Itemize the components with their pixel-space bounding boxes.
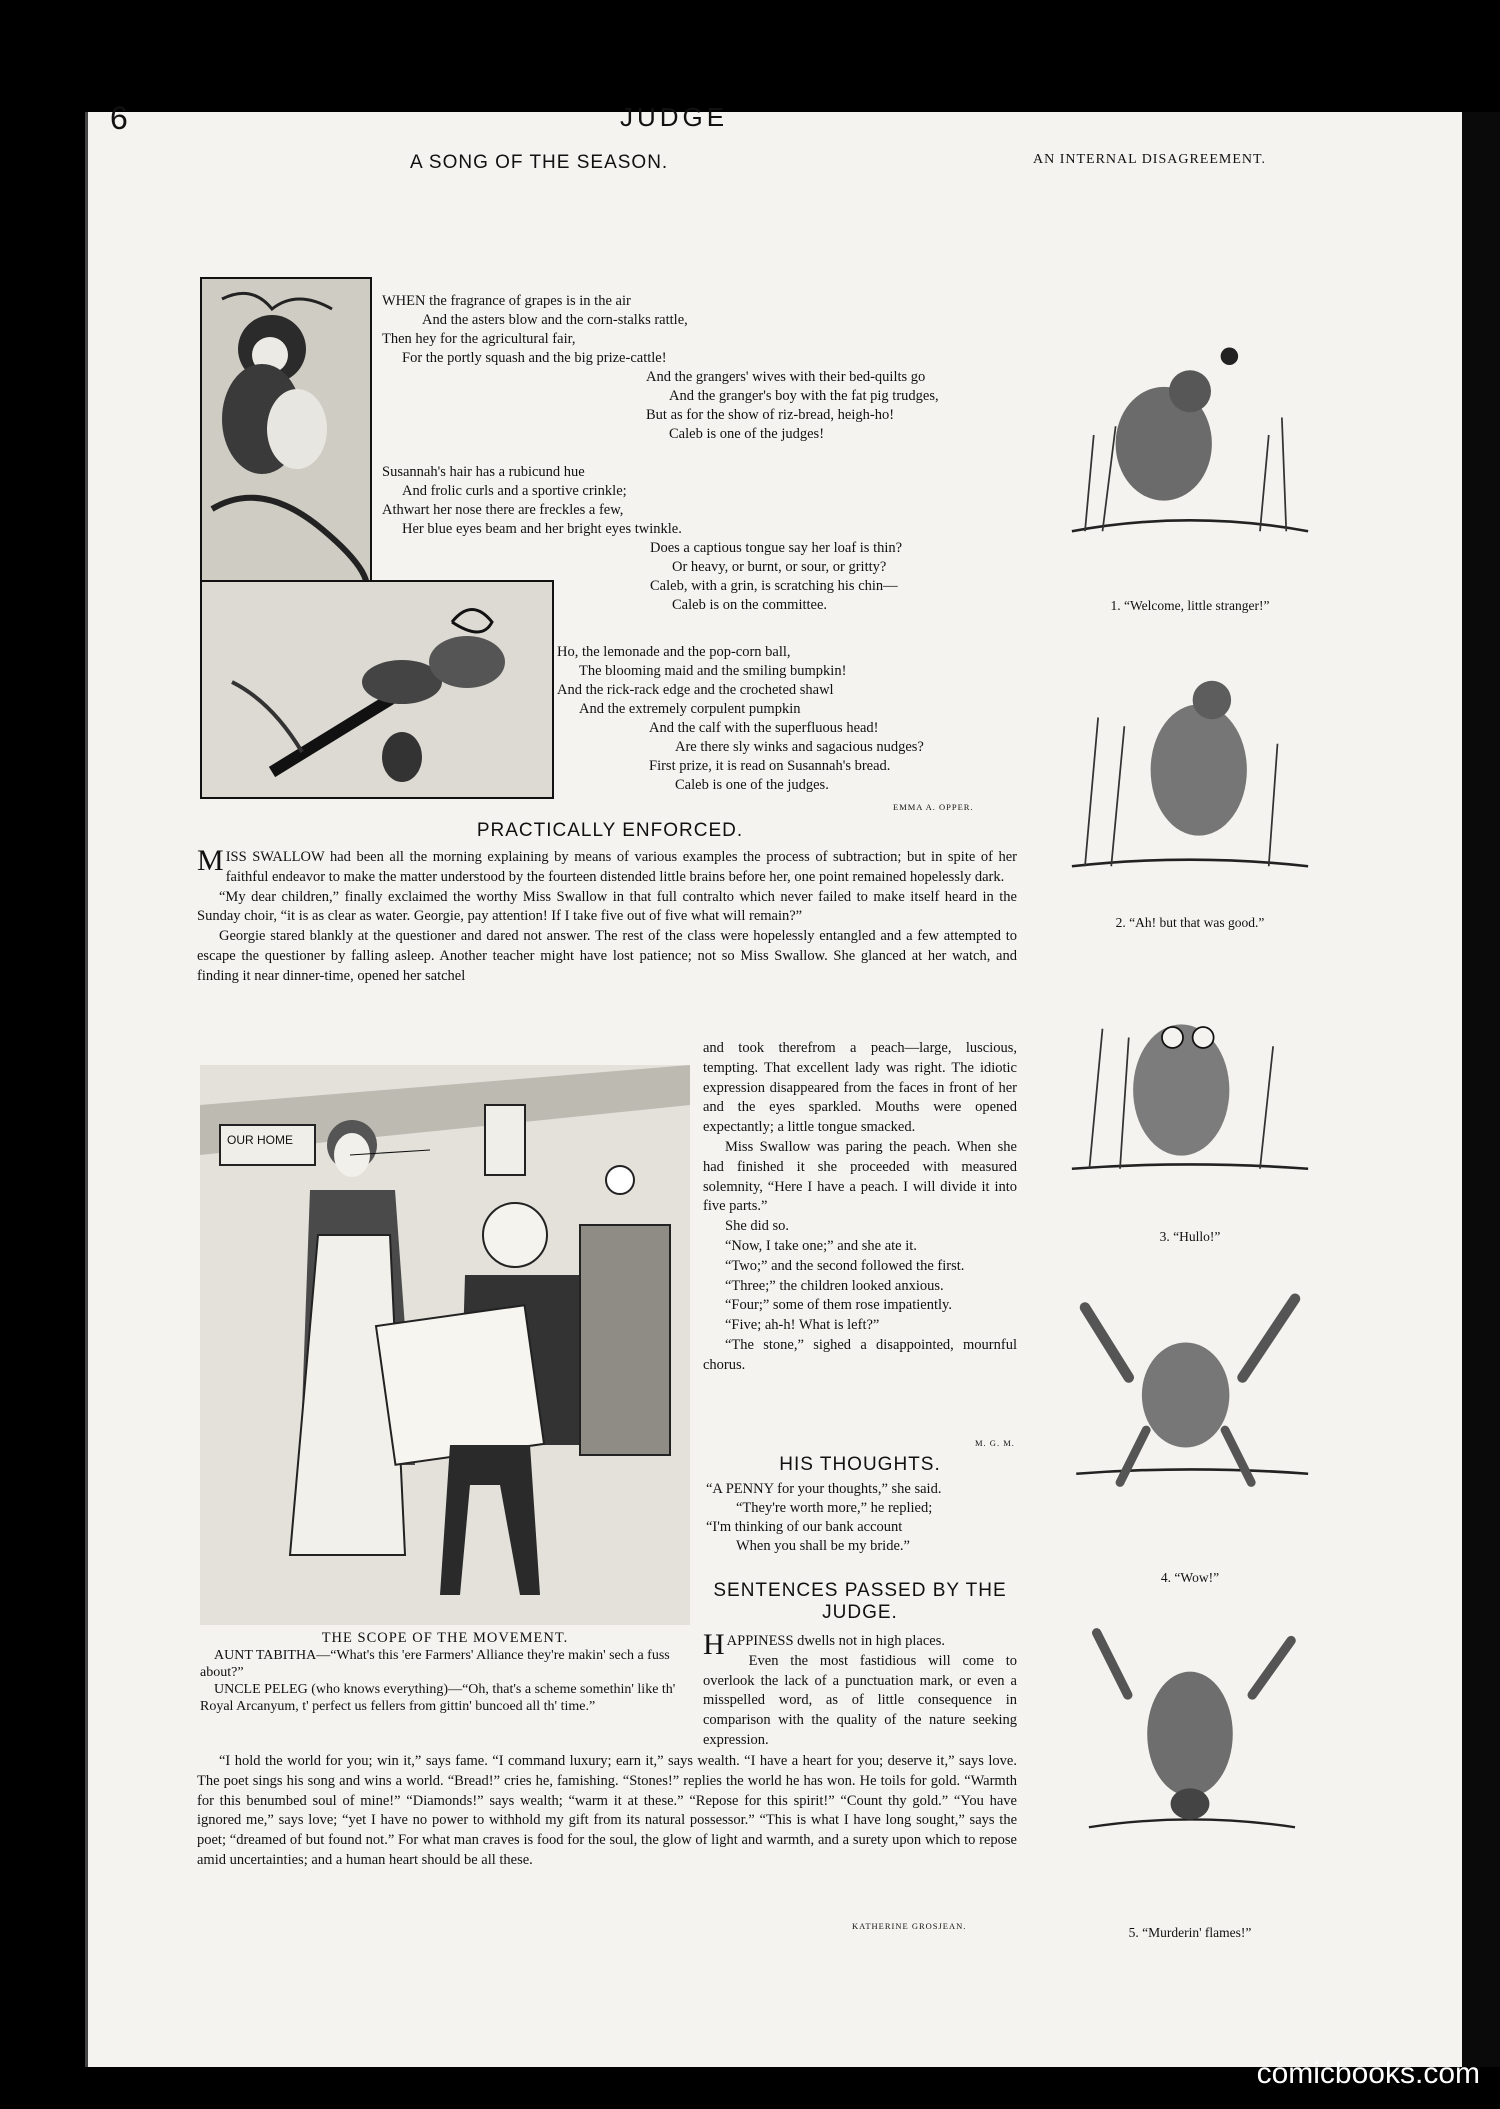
frog-caption-5: 5. “Murderin' flames!” — [1128, 1925, 1252, 1940]
poem-line: Caleb, with a grin, is scratching his chin— — [650, 578, 898, 594]
frog-panel-1 — [1050, 330, 1330, 540]
poem-line: And the asters blow and the corn-stalks rattle, — [422, 312, 688, 328]
drop-cap: M — [197, 844, 224, 877]
poem-line: Are there sly winks and sagacious nudges? — [675, 739, 924, 755]
poem-line: WHEN the fragrance of grapes is in the air — [382, 293, 631, 309]
sentences-body-wide: “I hold the world for you; win it,” says fame. “I command luxury; earn it,” says wealth. “I have a heart for you; deserve it,” says love. The poet sings his song and wins a world. “Bread!” cries he, famishing. “Stones!” replies the world he has won. He toils for gold. “Warmth for this benumbed soul of mine!” “Diamonds!” says wealth; “warm it at these.” “Repose for this spirit!” “Count thy gold.” “You have ignored me,” says love; “yet I have no power to withhold my gift from its natural possessor.” “This is what I have long sought,” says the poet; “dreamed of but found not.” For what man craves is food for the soul, the glow of light and warmth, and a surety upon which to repose amid uncertainties; and a human heart should be all these. — [197, 1753, 1017, 1868]
poem-line: Athwart her nose there are freckles a few, — [382, 502, 624, 518]
poem-title: A SONG OF THE SEASON. — [410, 152, 669, 173]
poem-line: And frolic curls and a sportive crinkle; — [402, 483, 627, 499]
frog-panel-3 — [1050, 985, 1330, 1195]
frog-caption-4: 4. “Wow!” — [1160, 1570, 1220, 1585]
cartoon-sign: OUR HOME — [227, 1133, 293, 1147]
drop-cap: H — [703, 1628, 725, 1661]
poem-line: And the rick-rack edge and the crocheted shawl — [557, 682, 834, 698]
poem-line: Or heavy, or burnt, or sour, or gritty? — [672, 559, 887, 575]
poem-line: And the granger's boy with the fat pig trudges, — [669, 388, 939, 404]
poem-line: When you shall be my bride.” — [736, 1538, 910, 1554]
sentences-author: KATHERINE GROSJEAN. — [852, 1921, 967, 1931]
poem-line: And the grangers' wives with their bed-quilts go — [646, 369, 926, 385]
scan-edge — [1462, 112, 1500, 2067]
frog-caption-3: 3. “Hullo!” — [1159, 1229, 1221, 1244]
cartoon-title: THE SCOPE OF THE MOVEMENT. — [321, 1630, 569, 1646]
poem-line: Caleb is one of the judges. — [675, 777, 829, 793]
frog-panel-2 — [1050, 665, 1330, 875]
poem-line: First prize, it is read on Susannah's bread. — [649, 758, 891, 774]
poem-line: And the extremely corpulent pumpkin — [579, 701, 801, 717]
poem-line: Caleb is on the committee. — [672, 597, 828, 613]
poem-line: “I'm thinking of our bank account — [706, 1519, 903, 1535]
poem-stanza-3 — [557, 643, 924, 795]
frog-panel-5 — [1050, 1625, 1330, 1835]
cartoon-line: UNCLE PELEG (who knows everything)—“Oh, that's a scheme somethin' like th' Royal Arcanyum, t' perfect us fellers from gittin' buncoed all th' time.” — [200, 1682, 676, 1714]
poem-line: And the calf with the superfluous head! — [649, 720, 879, 736]
poem-line: Caleb is one of the judges! — [669, 426, 825, 442]
article-signature: M. G. M. — [975, 1438, 1015, 1448]
article-body: MISS SWALLOW had been all the morning explaining by means of various examples the process of subtraction; but in spite of her faithful endeavor to make the matter understood by the fourteen distended little brains before her, one point remained hopelessly dark. “My dear children,” finally exclaimed the worthy Miss Swallow in that full contralto which never failed to make itself heard in the Sunday choir, “it is as clear as water. Georgie, pay attention! If I take five out of five what will remain?” Georgie stared blankly at the questioner and dared not answer. The rest of the class were hopelessly entangled and a few attempted to escape the questioner by falling asleep. Another teacher might have lost patience; not so Miss Swallow. She glanced at her watch, and finding it near dinner-time, opened her satchel — [197, 844, 1017, 984]
sentences-title: SENTENCES PASSED BY THE JUDGE. — [713, 1580, 1007, 1623]
article-title: PRACTICALLY ENFORCED. — [476, 820, 744, 841]
poem-line: Then hey for the agricultural fair, — [382, 331, 576, 347]
poem-line: Ho, the lemonade and the pop-corn ball, — [557, 644, 791, 660]
masthead: JUDGE — [620, 102, 729, 132]
poem-author: EMMA A. OPPER. — [893, 802, 974, 812]
page-number: 6 — [110, 100, 128, 136]
poem-line: Her blue eyes beam and her bright eyes twinkle. — [402, 521, 682, 537]
sentences-body: HAPPINESS dwells not in high places. Even the most fastidious will come to overlook the lack of a punctuation mark, or even a misspelled word, as of little consequence in comparison with the quality of the nature seeking expression. — [703, 1628, 1017, 1748]
poem-line: Does a captious tongue say her loaf is thin? — [650, 540, 903, 556]
poem-stanza-1 — [382, 292, 939, 444]
poem-line: Susannah's hair has a rubicund hue — [382, 464, 585, 480]
poem-line: “They're worth more,” he replied; — [736, 1500, 933, 1516]
poem-line: For the portly squash and the big prize-cattle! — [402, 350, 667, 366]
article-body-narrow: and took therefrom a peach—large, luscious, tempting. That excellent lady was right. The idiotic expression disappeared from the faces in front of her and the eyes sparkled. Mouths were opened expectantly; a little tongue smacked. Miss Swallow was paring the peach. When she had finished it she proceeded with measured solemnity, “Here I have a peach. I will divide it into five parts.” She did so. “Now, I take one;” and she ate it. “Two;” and the second followed the first. “Three;” the children looked anxious. “Four;” some of them rose impatiently. “Five; ah-h! What is left?” “The stone,” sighed a disappointed, mournful chorus. — [703, 1040, 1017, 1373]
cartoon-line: AUNT TABITHA—“What's this 'ere Farmers' Alliance they're makin' sech a fuss about?” — [200, 1648, 670, 1680]
cartoon-illustration — [200, 1065, 690, 1625]
thoughts-title: HIS THOUGHTS. — [779, 1454, 941, 1475]
poem-line: But as for the show of riz-bread, heigh-ho! — [646, 407, 895, 423]
thoughts-verse — [706, 1480, 941, 1556]
poem-line: “A PENNY for your thoughts,” she said. — [706, 1481, 942, 1497]
frog-caption-2: 2. “Ah! but that was good.” — [1115, 915, 1265, 930]
watermark: comicbooks.com — [1256, 2057, 1480, 2090]
frogs-title: AN INTERNAL DISAGREEMENT. — [1033, 152, 1267, 167]
poem-stanza-2 — [382, 463, 902, 615]
cartoon-caption — [200, 1630, 690, 1715]
poem-line: The blooming maid and the smiling bumpkin! — [579, 663, 847, 679]
frog-panel-4 — [1050, 1290, 1330, 1500]
poem-illustration — [200, 277, 372, 611]
frog-caption-1: 1. “Welcome, little stranger!” — [1110, 598, 1270, 613]
